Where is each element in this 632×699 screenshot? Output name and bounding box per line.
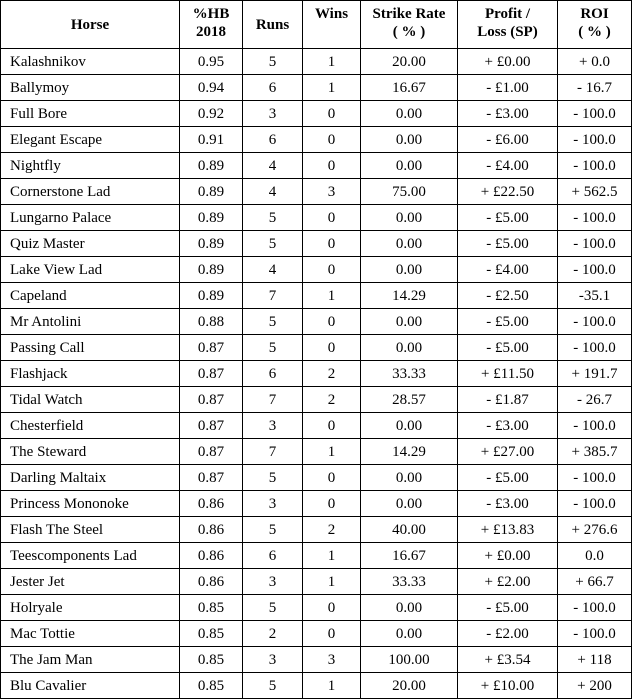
roi-cell: + 191.7: [558, 361, 632, 387]
hb-2018-cell: 0.86: [180, 491, 243, 517]
hb-2018-cell: 0.85: [180, 595, 243, 621]
roi-cell: - 100.0: [558, 491, 632, 517]
profit-loss-cell: - £2.50: [458, 283, 558, 309]
header-roi-line-2: ( % ): [578, 24, 611, 40]
header-strike-line-1: Strike Rate: [372, 6, 446, 22]
header-runs-line-1: Runs: [255, 16, 290, 33]
header-horse-line-1: Horse: [70, 16, 110, 33]
table-row: [1, 361, 632, 387]
profit-loss-cell: - £5.00: [458, 309, 558, 335]
table-row: [1, 647, 632, 673]
wins-cell: 1: [303, 439, 361, 465]
table-row: [1, 621, 632, 647]
runs-cell: 5: [243, 673, 303, 699]
runs-cell: 3: [243, 491, 303, 517]
table-row: [1, 413, 632, 439]
roi-cell: 0.0: [558, 543, 632, 569]
runs-cell: 3: [243, 569, 303, 595]
wins-cell: 1: [303, 75, 361, 101]
runs-cell: 3: [243, 647, 303, 673]
hb-2018-cell: 0.87: [180, 387, 243, 413]
strike-rate-cell: 0.00: [361, 127, 458, 153]
horse-name-cell: Lungarno Palace: [1, 205, 180, 231]
horse-name-cell: Jester Jet: [1, 569, 180, 595]
runs-cell: 4: [243, 179, 303, 205]
roi-cell: - 100.0: [558, 231, 632, 257]
strike-rate-cell: 20.00: [361, 49, 458, 75]
strike-rate-cell: 14.29: [361, 283, 458, 309]
roi-cell: + 562.5: [558, 179, 632, 205]
strike-rate-cell: 0.00: [361, 205, 458, 231]
table-row: [1, 569, 632, 595]
table-row: [1, 335, 632, 361]
profit-loss-cell: - £4.00: [458, 153, 558, 179]
horse-name-cell: The Steward: [1, 439, 180, 465]
runs-cell: 3: [243, 413, 303, 439]
roi-cell: + 66.7: [558, 569, 632, 595]
horse-name-cell: Passing Call: [1, 335, 180, 361]
horse-name-cell: Tidal Watch: [1, 387, 180, 413]
profit-loss-cell: - £3.00: [458, 101, 558, 127]
roi-cell: + 118: [558, 647, 632, 673]
horse-name-cell: Quiz Master: [1, 231, 180, 257]
table-row: [1, 465, 632, 491]
hb-2018-cell: 0.88: [180, 309, 243, 335]
strike-rate-cell: 100.00: [361, 647, 458, 673]
hb-2018-cell: 0.92: [180, 101, 243, 127]
horse-name-cell: Holryale: [1, 595, 180, 621]
strike-rate-cell: 28.57: [361, 387, 458, 413]
header-row: [1, 1, 632, 49]
wins-cell: 0: [303, 309, 361, 335]
runs-cell: 4: [243, 153, 303, 179]
profit-loss-cell: + £0.00: [458, 49, 558, 75]
hb-2018-cell: 0.85: [180, 621, 243, 647]
hb-2018-cell: 0.86: [180, 543, 243, 569]
strike-rate-cell: 40.00: [361, 517, 458, 543]
hb-2018-cell: 0.86: [180, 569, 243, 595]
header-hb-2018: [180, 1, 243, 49]
header-profit-loss: [458, 1, 558, 49]
horse-name-cell: Flash The Steel: [1, 517, 180, 543]
hb-2018-cell: 0.89: [180, 283, 243, 309]
runs-cell: 5: [243, 595, 303, 621]
roi-cell: - 100.0: [558, 621, 632, 647]
table-row: [1, 309, 632, 335]
wins-cell: 3: [303, 179, 361, 205]
profit-loss-cell: + £22.50: [458, 179, 558, 205]
runs-cell: 5: [243, 205, 303, 231]
profit-loss-cell: - £5.00: [458, 465, 558, 491]
profit-loss-cell: + £0.00: [458, 543, 558, 569]
horse-name-cell: Mr Antolini: [1, 309, 180, 335]
hb-2018-cell: 0.89: [180, 205, 243, 231]
strike-rate-cell: 0.00: [361, 465, 458, 491]
runs-cell: 5: [243, 231, 303, 257]
hb-2018-cell: 0.85: [180, 673, 243, 699]
profit-loss-cell: - £5.00: [458, 205, 558, 231]
header-strike-line-2: ( % ): [392, 24, 426, 40]
table-row: [1, 231, 632, 257]
wins-cell: 1: [303, 569, 361, 595]
horse-name-cell: Nightfly: [1, 153, 180, 179]
wins-cell: 2: [303, 387, 361, 413]
header-horse: [1, 1, 180, 49]
profit-loss-cell: - £3.00: [458, 413, 558, 439]
profit-loss-cell: - £2.00: [458, 621, 558, 647]
table-row: [1, 153, 632, 179]
runs-cell: 2: [243, 621, 303, 647]
strike-rate-cell: 0.00: [361, 231, 458, 257]
table-header: [1, 1, 632, 49]
profit-loss-cell: - £5.00: [458, 231, 558, 257]
horse-name-cell: Darling Maltaix: [1, 465, 180, 491]
table-row: [1, 595, 632, 621]
horse-name-cell: Teescomponents Lad: [1, 543, 180, 569]
horse-name-cell: The Jam Man: [1, 647, 180, 673]
runs-cell: 5: [243, 335, 303, 361]
runs-cell: 6: [243, 543, 303, 569]
wins-cell: 0: [303, 231, 361, 257]
roi-cell: + 385.7: [558, 439, 632, 465]
strike-rate-cell: 0.00: [361, 309, 458, 335]
roi-cell: + 276.6: [558, 517, 632, 543]
runs-cell: 6: [243, 361, 303, 387]
strike-rate-cell: 0.00: [361, 101, 458, 127]
runs-cell: 4: [243, 257, 303, 283]
roi-cell: - 100.0: [558, 335, 632, 361]
roi-cell: - 100.0: [558, 465, 632, 491]
strike-rate-cell: 0.00: [361, 595, 458, 621]
table-row: [1, 387, 632, 413]
header-hb-line-1: %HB: [192, 6, 230, 22]
wins-cell: 1: [303, 543, 361, 569]
roi-cell: + 200: [558, 673, 632, 699]
strike-rate-cell: 20.00: [361, 673, 458, 699]
roi-cell: - 100.0: [558, 127, 632, 153]
header-strike-rate: [361, 1, 458, 49]
table-row: [1, 75, 632, 101]
runs-cell: 5: [243, 309, 303, 335]
hb-2018-cell: 0.87: [180, 465, 243, 491]
table-row: [1, 257, 632, 283]
profit-loss-cell: - £1.00: [458, 75, 558, 101]
strike-rate-cell: 16.67: [361, 543, 458, 569]
hb-2018-cell: 0.89: [180, 257, 243, 283]
table-row: [1, 205, 632, 231]
table-row: [1, 179, 632, 205]
profit-loss-cell: - £5.00: [458, 335, 558, 361]
horse-name-cell: Blu Cavalier: [1, 673, 180, 699]
strike-rate-cell: 0.00: [361, 257, 458, 283]
horse-name-cell: Capeland: [1, 283, 180, 309]
roi-cell: - 16.7: [558, 75, 632, 101]
horse-name-cell: Full Bore: [1, 101, 180, 127]
horse-name-cell: Kalashnikov: [1, 49, 180, 75]
strike-rate-cell: 0.00: [361, 621, 458, 647]
wins-cell: 0: [303, 335, 361, 361]
wins-cell: 3: [303, 647, 361, 673]
header-wins: [303, 1, 361, 49]
strike-rate-cell: 14.29: [361, 439, 458, 465]
table-row: [1, 543, 632, 569]
table-row: [1, 517, 632, 543]
roi-cell: -35.1: [558, 283, 632, 309]
runs-cell: 5: [243, 517, 303, 543]
wins-cell: 0: [303, 127, 361, 153]
header-runs: [243, 1, 303, 49]
profit-loss-cell: + £3.54: [458, 647, 558, 673]
strike-rate-cell: 0.00: [361, 413, 458, 439]
runs-cell: 3: [243, 101, 303, 127]
horse-name-cell: Elegant Escape: [1, 127, 180, 153]
header-profit-line-1: Profit /: [484, 6, 531, 22]
header-wins-line-1: Wins: [314, 6, 349, 22]
horse-name-cell: Chesterfield: [1, 413, 180, 439]
profit-loss-cell: + £11.50: [458, 361, 558, 387]
wins-cell: 0: [303, 205, 361, 231]
wins-cell: 1: [303, 673, 361, 699]
runs-cell: 7: [243, 387, 303, 413]
hb-2018-cell: 0.87: [180, 361, 243, 387]
hb-2018-cell: 0.86: [180, 517, 243, 543]
profit-loss-cell: - £5.00: [458, 595, 558, 621]
strike-rate-cell: 33.33: [361, 361, 458, 387]
runs-cell: 5: [243, 49, 303, 75]
table-row: [1, 49, 632, 75]
wins-cell: 0: [303, 257, 361, 283]
runs-cell: 7: [243, 439, 303, 465]
horse-name-cell: Princess Mononoke: [1, 491, 180, 517]
roi-cell: - 100.0: [558, 153, 632, 179]
runs-cell: 5: [243, 465, 303, 491]
horse-name-cell: Mac Tottie: [1, 621, 180, 647]
roi-cell: - 100.0: [558, 205, 632, 231]
roi-cell: - 100.0: [558, 309, 632, 335]
roi-cell: - 100.0: [558, 257, 632, 283]
horse-name-cell: Ballymoy: [1, 75, 180, 101]
header-profit-line-2: Loss (SP): [477, 24, 538, 40]
profit-loss-cell: + £2.00: [458, 569, 558, 595]
wins-cell: 2: [303, 361, 361, 387]
hb-2018-cell: 0.89: [180, 153, 243, 179]
hb-2018-cell: 0.87: [180, 439, 243, 465]
hb-2018-cell: 0.89: [180, 231, 243, 257]
profit-loss-cell: - £3.00: [458, 491, 558, 517]
table-row: [1, 673, 632, 699]
wins-cell: 0: [303, 153, 361, 179]
roi-cell: - 100.0: [558, 413, 632, 439]
wins-cell: 0: [303, 595, 361, 621]
roi-cell: - 100.0: [558, 595, 632, 621]
hb-2018-cell: 0.87: [180, 335, 243, 361]
header-roi: [558, 1, 632, 49]
table-row: [1, 101, 632, 127]
wins-cell: 0: [303, 413, 361, 439]
horse-name-cell: Lake View Lad: [1, 257, 180, 283]
header-hb-line-2: 2018: [196, 24, 226, 40]
table-row: [1, 491, 632, 517]
horse-name-cell: Flashjack: [1, 361, 180, 387]
hb-2018-cell: 0.87: [180, 413, 243, 439]
hb-2018-cell: 0.95: [180, 49, 243, 75]
profit-loss-cell: + £13.83: [458, 517, 558, 543]
wins-cell: 0: [303, 465, 361, 491]
profit-loss-cell: - £4.00: [458, 257, 558, 283]
roi-cell: - 100.0: [558, 101, 632, 127]
hb-2018-cell: 0.89: [180, 179, 243, 205]
runs-cell: 7: [243, 283, 303, 309]
table-row: [1, 439, 632, 465]
roi-cell: + 0.0: [558, 49, 632, 75]
runs-cell: 6: [243, 75, 303, 101]
table-body: [1, 49, 632, 699]
wins-cell: 0: [303, 491, 361, 517]
strike-rate-cell: 0.00: [361, 335, 458, 361]
strike-rate-cell: 16.67: [361, 75, 458, 101]
wins-cell: 1: [303, 283, 361, 309]
strike-rate-cell: 33.33: [361, 569, 458, 595]
table-row: [1, 127, 632, 153]
roi-cell: - 26.7: [558, 387, 632, 413]
strike-rate-cell: 0.00: [361, 153, 458, 179]
horse-name-cell: Cornerstone Lad: [1, 179, 180, 205]
wins-cell: 2: [303, 517, 361, 543]
runs-cell: 6: [243, 127, 303, 153]
profit-loss-cell: + £27.00: [458, 439, 558, 465]
wins-cell: 0: [303, 621, 361, 647]
profit-loss-cell: - £1.87: [458, 387, 558, 413]
hb-2018-cell: 0.85: [180, 647, 243, 673]
hb-2018-cell: 0.91: [180, 127, 243, 153]
header-roi-line-1: ROI: [580, 6, 609, 22]
wins-cell: 0: [303, 101, 361, 127]
profit-loss-cell: + £10.00: [458, 673, 558, 699]
table-row: [1, 283, 632, 309]
strike-rate-cell: 0.00: [361, 491, 458, 517]
hb-2018-cell: 0.94: [180, 75, 243, 101]
wins-cell: 1: [303, 49, 361, 75]
strike-rate-cell: 75.00: [361, 179, 458, 205]
profit-loss-cell: - £6.00: [458, 127, 558, 153]
